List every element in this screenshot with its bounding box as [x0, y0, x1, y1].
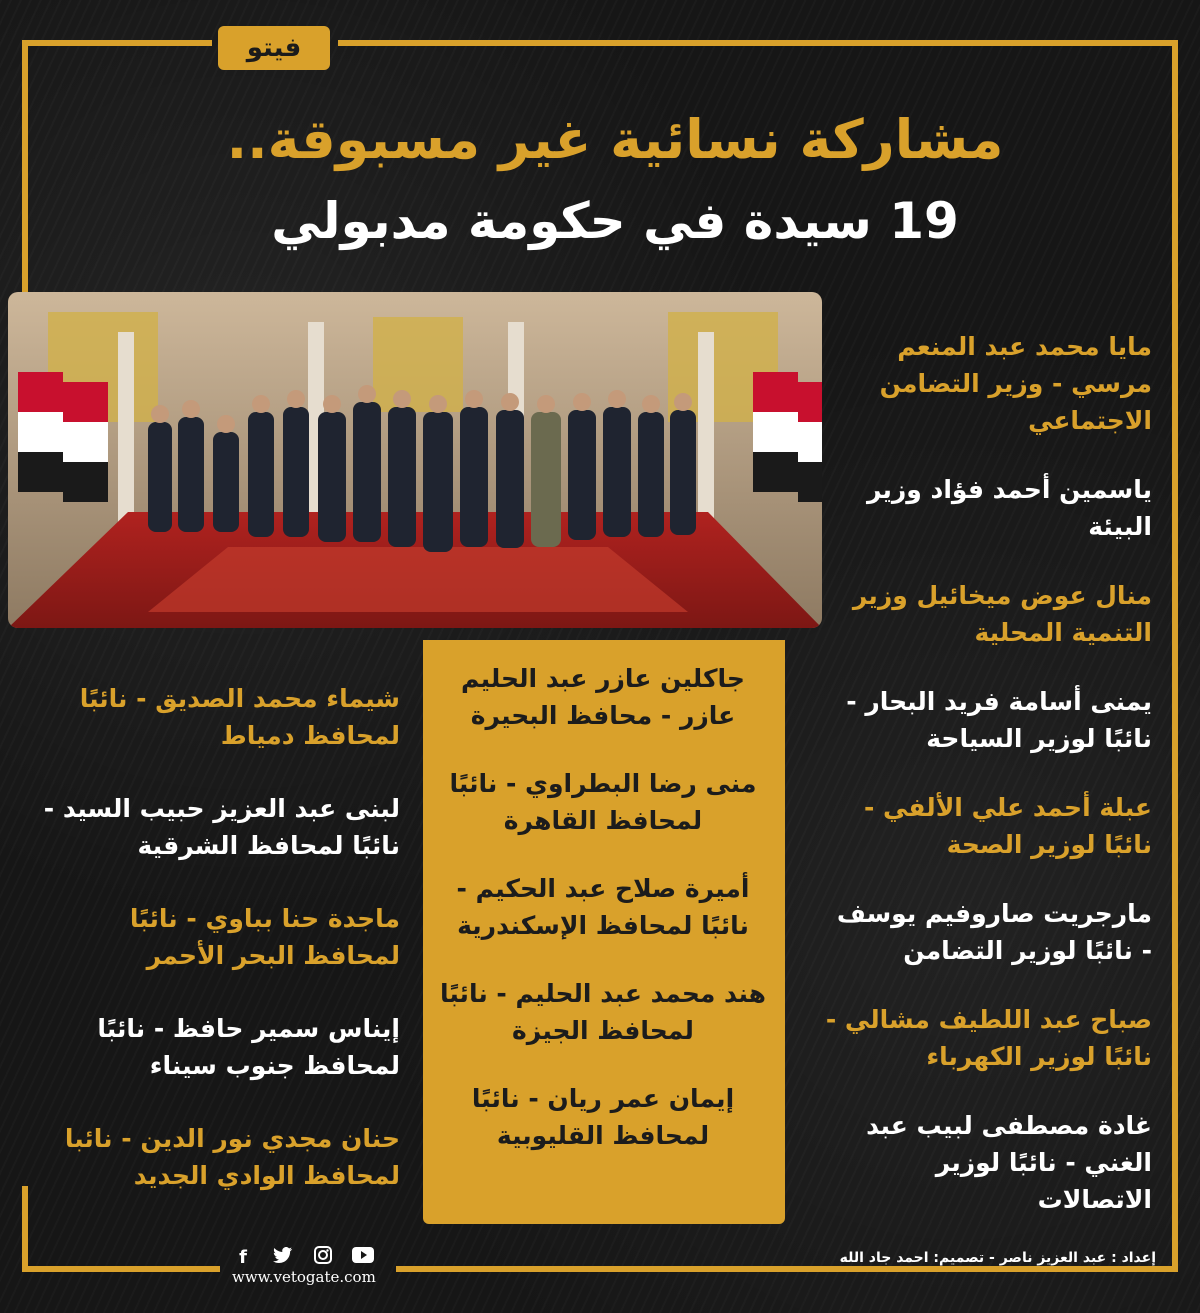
group-photo-illustration — [8, 292, 822, 628]
frame-left-bottom — [22, 1186, 28, 1272]
group-photo — [8, 292, 822, 628]
frame-left-top — [22, 40, 28, 292]
facebook-icon[interactable]: f — [239, 1246, 247, 1268]
frame-right — [1172, 40, 1178, 1272]
middle-column — [430, 660, 776, 1185]
twitter-icon[interactable] — [272, 1247, 294, 1268]
flag-right — [753, 372, 822, 502]
headline-line1: مشاركة نسائية غير مسبوقة.. — [226, 108, 1004, 171]
instagram-icon[interactable] — [312, 1246, 334, 1269]
list-item: حنان مجدي نور الدين - نائبا لمحافظ الوادي الجديد — [64, 1124, 400, 1190]
list-item: لبنى عبد العزيز حبيب السيد - نائبًا لمحافظ الشرقية — [43, 794, 400, 860]
list-item: ماجدة حنا بباوي - نائبًا لمحافظ البحر الأحمر — [129, 904, 400, 970]
list-item: جاكلين عازر عبد الحليم عازر - محافظ البحيرة — [461, 664, 745, 730]
social-links — [232, 1245, 382, 1269]
list-item: منال عوض ميخائيل وزير التنمية المحلية — [852, 581, 1152, 647]
headline-line2: 19 سيدة في حكومة مدبولي — [271, 192, 959, 250]
left-column — [40, 680, 400, 1230]
youtube-icon[interactable] — [352, 1247, 374, 1268]
list-item: غادة مصطفى لبيب عبد الغني - نائبًا لوزير الاتصالات — [866, 1111, 1152, 1214]
list-item: ياسمين أحمد فؤاد وزير البيئة — [866, 475, 1152, 541]
list-item: منى رضا البطراوي - نائبًا لمحافظ القاهرة — [449, 769, 757, 835]
flag-left — [18, 372, 108, 502]
credits: إعداد : عبد العزيز ناصر - تصميم: احمد جاد الله — [839, 1250, 1156, 1266]
list-item: مايا محمد عبد المنعم مرسي - وزير التضامن الاجتماعي — [879, 332, 1152, 435]
website-url[interactable]: www.vetogate.com — [232, 1268, 376, 1286]
list-item: يمنى أسامة فريد البحار - نائبًا لوزير السياحة — [846, 687, 1152, 753]
list-item: هند محمد عبد الحليم - نائبًا لمحافظ الجيزة — [439, 979, 767, 1045]
list-item: مارجريت صاروفيم يوسف - نائبًا لوزير التضامن — [836, 899, 1152, 965]
frame-top-left — [22, 40, 212, 46]
frame-bottom-left — [22, 1266, 220, 1272]
frame-top-right — [338, 40, 1178, 46]
frame-bottom-right — [396, 1266, 1178, 1272]
logo-text: فيتو — [246, 33, 302, 63]
list-item: شيماء محمد الصديق - نائبًا لمحافظ دمياط — [79, 684, 400, 750]
list-item: صباح عبد اللطيف مشالي - نائبًا لوزير الكهرباء — [825, 1005, 1152, 1071]
list-item: أميرة صلاح عبد الحكيم - نائبًا لمحافظ الإسكندرية — [456, 874, 750, 940]
right-column — [820, 328, 1152, 1250]
list-item: عبلة أحمد علي الألفي - نائبًا لوزير الصحة — [863, 793, 1152, 859]
brand-logo — [218, 26, 330, 70]
list-item: إيمان عمر ريان - نائبًا لمحافظ القليوبية — [471, 1084, 735, 1150]
list-item: إيناس سمير حافظ - نائبًا لمحافظ جنوب سيناء — [97, 1014, 400, 1080]
